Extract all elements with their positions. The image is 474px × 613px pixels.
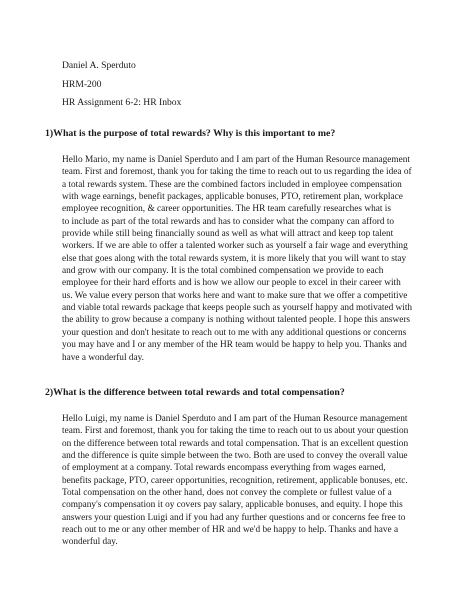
answer-2-line: and the difference is quite simple between the two. Both are used to convey the overall value (62, 451, 408, 462)
question-1: 1)What is the purpose of total rewards? Why is this important to me? (45, 128, 336, 139)
answer-1-line: your question and don't hesitate to reach out to me with any additional questions or concerns (62, 327, 407, 338)
question-2: 2)What is the difference between total rewards and total compensation? (45, 387, 345, 398)
author-name: Daniel A. Sperduto (62, 60, 136, 71)
answer-1-line: Hello Mario, my name is Daniel Sperduto and I am part of the Human Resource management (62, 155, 411, 165)
answer-1-line: workers. If we are able to offer a talented worker such as yourself a fair wage and everything (62, 241, 408, 252)
answer-2-line: on the difference between total rewards and total compensation. That is an excellent question (62, 438, 409, 449)
answer-1-line: employee recognition, & career opportunities. The HR team carefully researches what is (62, 204, 391, 215)
answer-1-line: provide while still being financially sound as well as what will attract and keep top talent (62, 229, 394, 240)
answer-1-line: else that goes along with the total rewards system, it is more likely that you will want to stay (62, 253, 407, 264)
answer-2-line: benefits package, PTO, career opportunities, recognition, retirement, applicable bonuses, etc. (62, 475, 408, 486)
course-code: HRM-200 (62, 79, 102, 90)
answer-2-line: Hello Luigi, my name is Daniel Sperduto and I am part of the Human Resource management (62, 414, 408, 424)
answer-1-line: you may have and I or any member of the HR team would be happy to help you. Thanks and (62, 340, 407, 351)
answer-1-line: and grow with our company. It is the total combined compensation we provide to each (62, 266, 384, 277)
answer-1-line: and viable total rewards package that keeps people such as yourself happy and motivated with (62, 303, 413, 314)
answer-1-line: employee for their hard efforts and is how we allow our people to excel in their career with (62, 278, 401, 289)
answer-1-line: us. We value every person that works here and want to make sure that we offer a competitive (62, 290, 408, 301)
answer-1-paragraph (62, 154, 462, 364)
answer-1-line: to include as part of the total rewards and has to consider what the company can afford to (62, 216, 395, 227)
answer-2-line: Total compensation on the other hand, does not convey the complete or fullest value of a (62, 488, 392, 499)
answer-1-line: the ability to grow because a company is nothing without talented people. I hope this answers (62, 315, 411, 326)
answer-1-line: team. First and foremost, thank you for taking the time to reach out to us regarding the idea of (62, 167, 412, 178)
answer-2-line: team. First and foremost, thank you for taking the time to reach out to us about your question (62, 426, 409, 437)
answer-1-line: a total rewards system. These are the combined factors included in employee compensation (62, 179, 402, 190)
answer-2-line: company's compensation it oy covers pay salary, applicable bonuses, and equity. I hope this (62, 500, 403, 511)
answer-2-line: wonderful day. (62, 537, 118, 548)
answer-2-line: of employment at a company. Total rewards encompass everything from wages earned, (62, 463, 386, 474)
answer-2-paragraph (62, 413, 462, 549)
assignment-title: HR Assignment 6-2: HR Inbox (62, 97, 182, 108)
answer-2-line: reach out to me or any other member of HR and we'd be happy to help. Thanks and have a (62, 525, 399, 536)
answer-1-line: have a wonderful day. (62, 352, 145, 363)
answer-1-line: with wage earnings, benefit packages, applicable bonuses, PTO, retirement plan, workplace (62, 192, 403, 203)
answer-2-line: answers your question Luigi and if you had any further questions and or concerns fee free to (62, 512, 406, 523)
